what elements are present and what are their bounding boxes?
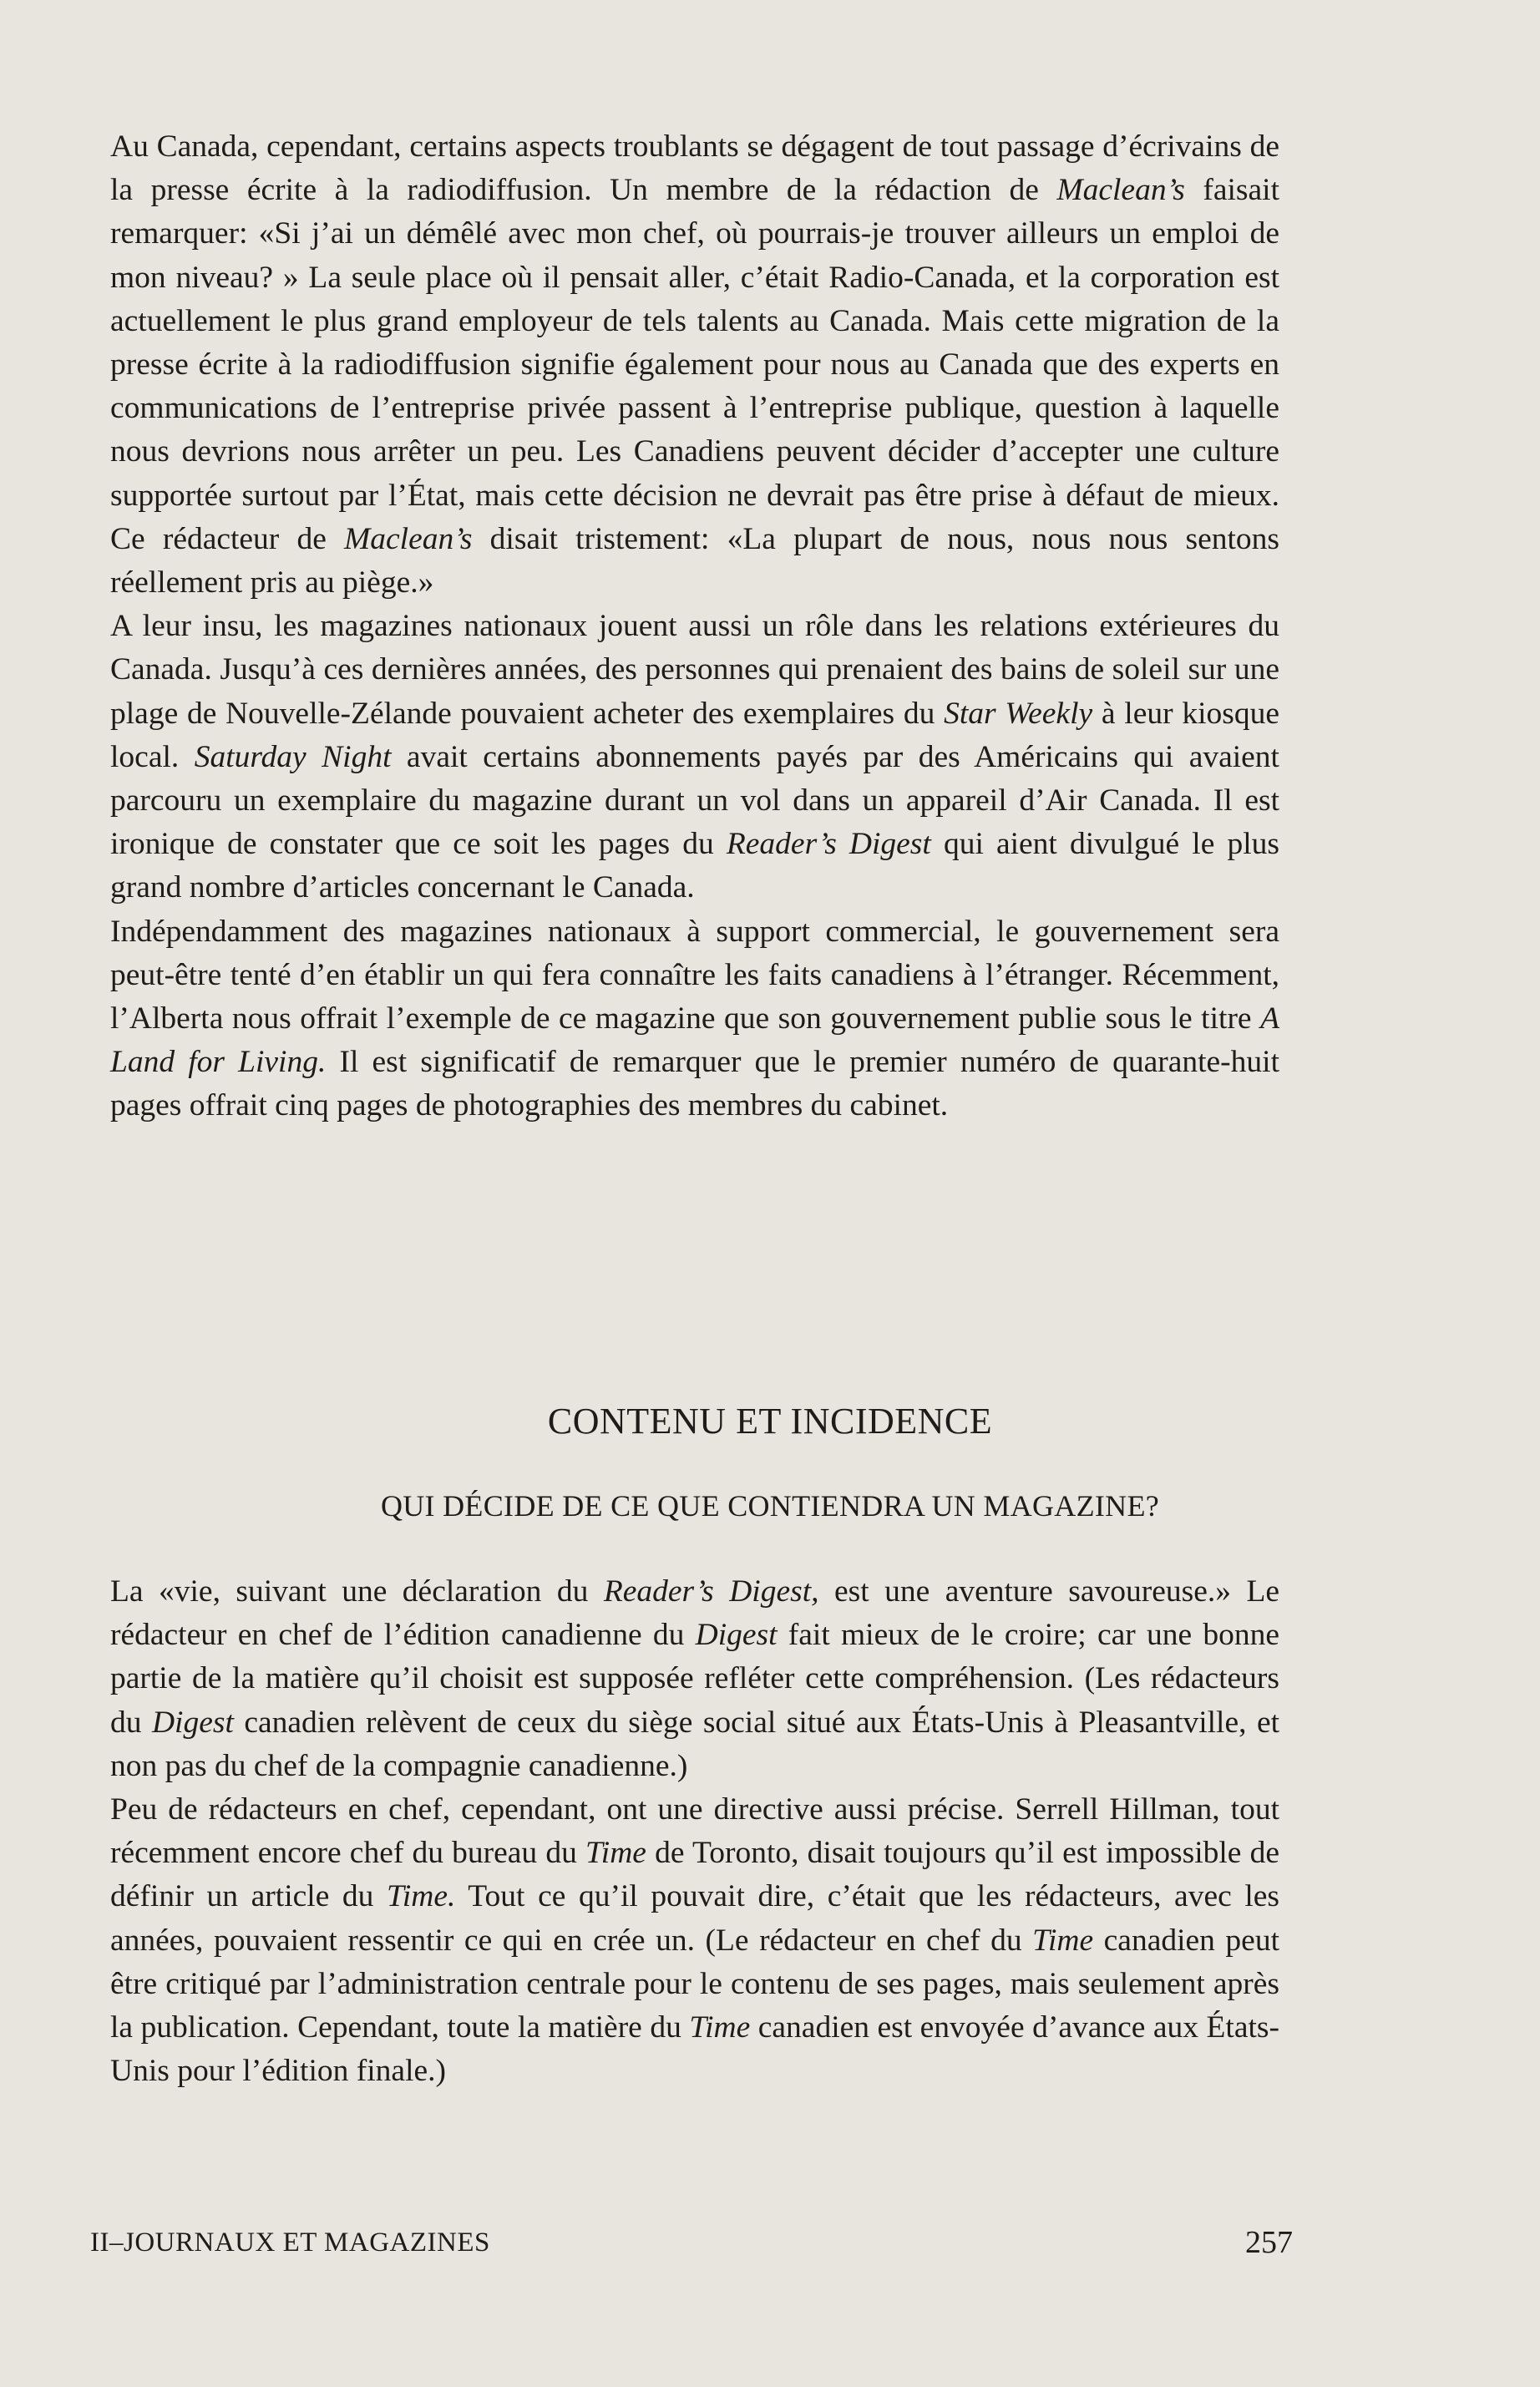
- italic-title: Time: [1032, 1923, 1094, 1958]
- paragraph: [110, 125, 1279, 605]
- italic-title: A Land for Living.: [110, 1001, 1279, 1080]
- text-run: A leur insu, les magazines nationaux jouent aussi un rôle dans les relations extérieures du Canada. Jusqu’à ces dernières années, des personnes qui prenaient des bains de soleil sur une plage de Nouvelle-Zélande pouvaient acheter des exemplaires du: [110, 609, 1279, 731]
- text-run: Peu de rédacteurs en chef, cependant, ont une directive aussi précise. Serrell Hillman, tout récemment encore chef du bureau du: [110, 1792, 1279, 1871]
- italic-title: Time: [585, 1836, 646, 1871]
- italic-title: Reader’s Digest,: [603, 1574, 819, 1609]
- text-run: Au Canada, cependant, certains aspects troublants se dégagent de tout passage d’écrivains de la presse écrite à la radiodiffusion. Un membre de la rédaction de: [110, 129, 1279, 208]
- text-run: canadien relèvent de ceux du siège social situé aux États-Unis à Pleasantville, et non pas du chef de la compagnie canadienne.): [110, 1705, 1280, 1783]
- paragraph: [110, 910, 1279, 1128]
- running-footer-title: II–JOURNAUX ET MAGAZINES: [90, 2227, 490, 2258]
- text-run: Tout ce qu’il pouvait dire, c’était que les rédacteurs, avec les années, pouvaient ressentir ce qui en crée un. (Le rédacteur en chef du: [110, 1879, 1279, 1958]
- italic-title: Star Weekly: [944, 696, 1093, 731]
- italic-title: Reader’s Digest: [726, 827, 931, 862]
- text-run: qui aient divulgué le plus grand nombre d’articles concernant le Canada.: [110, 827, 1279, 905]
- text-run: faisait remarquer: «Si j’ai un démêlé avec mon chef, où pourrais-je trouver ailleurs un emploi de mon niveau? » La seule place où il pensait aller, c’était Radio-Canada, et la corporation est actuellement le plus grand employeur de tels talents au Canada. Mais cette migration de la presse écrite à la radiodiffusion signifie également pour nous au Canada que des experts en communications de l’entreprise privée passent à l’entreprise publique, question à laquelle nous devrions nous arrêter un peu. Les Canadiens peuvent décider d’accepter une culture supportée surtout par l’État, mais cette décision ne devrait pas être prise à défaut de mieux. Ce rédacteur de: [110, 173, 1279, 556]
- section-subheading: QUI DÉCIDE DE CE QUE CONTIENDRA UN MAGAZINE?: [380, 1489, 1160, 1523]
- page-number: 257: [1245, 2225, 1293, 2260]
- paragraph: [110, 1788, 1279, 2093]
- body-text-section-1: [110, 125, 1279, 1128]
- italic-title: Saturday Night: [194, 739, 392, 774]
- paragraph: [110, 1570, 1279, 1788]
- text-run: fait mieux de le croire; car une bonne partie de la matière qu’il choisit est supposée refléter cette compréhension. (Les rédacteurs du: [110, 1618, 1279, 1740]
- text-run: canadien peut être critiqué par l’administration centrale pour le contenu de ses pages, mais seulement après la publication. Cependant, toute la matière du: [110, 1923, 1279, 2045]
- text-run: disait tristement: «La plupart de nous, nous nous sentons réellement pris au piège.»: [110, 521, 1279, 601]
- italic-title: Digest: [695, 1618, 778, 1653]
- section-heading: CONTENU ET INCIDENCE: [547, 1401, 993, 1442]
- text-run: La «vie, suivant une déclaration du: [110, 1574, 604, 1609]
- text-run: canadien est envoyée d’avance aux États-Unis pour l’édition finale.): [110, 2010, 1279, 2089]
- paragraph: [110, 605, 1279, 910]
- body-text-section-2: [110, 1570, 1279, 2093]
- italic-title: Digest: [151, 1705, 234, 1740]
- text-run: Indépendamment des magazines nationaux à support commercial, le gouvernement sera peut-être tenté d’en établir un qui fera connaître les faits canadiens à l’étranger. Récemment, l’Alberta nous offrait l’exemple de ce magazine que son gouvernement publie sous le titre: [110, 914, 1279, 1036]
- italic-title: Time.: [387, 1879, 456, 1914]
- text-run: Il est significatif de remarquer que le premier numéro de quarante-huit pages offrait cinq pages de photographies des membres du cabinet.: [110, 1045, 1279, 1123]
- text-run: à leur kiosque local.: [110, 696, 1279, 774]
- italic-title: Time: [689, 2010, 751, 2045]
- text-run: de Toronto, disait toujours qu’il est impossible de définir un article du: [110, 1836, 1279, 1914]
- text-run: avait certains abonnements payés par des Américains qui avaient parcouru un exemplaire du magazine durant un vol dans un appareil d’Air Canada. Il est ironique de constater que ce soit les pages du: [110, 739, 1279, 862]
- italic-title: Maclean’s: [344, 521, 473, 556]
- text-run: est une aventure savoureuse.» Le rédacteur en chef de l’édition canadienne du: [110, 1574, 1279, 1653]
- italic-title: Maclean’s: [1056, 173, 1185, 208]
